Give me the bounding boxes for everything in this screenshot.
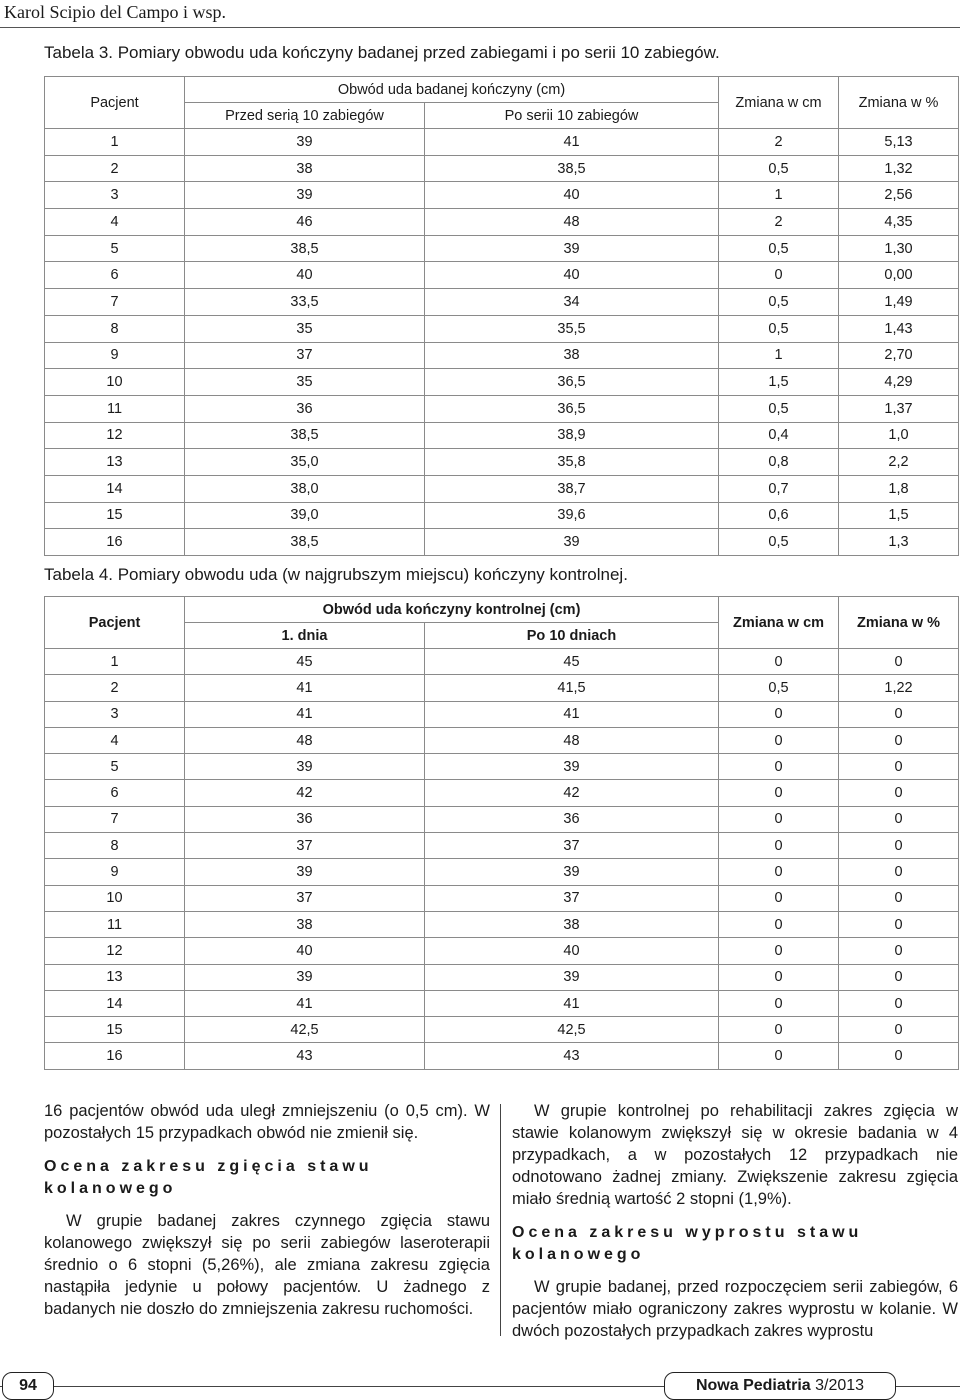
table-cell: 39 [185, 964, 425, 990]
table-cell: 14 [45, 475, 185, 502]
table-cell: 37 [185, 342, 425, 369]
table-row [45, 701, 959, 727]
table-cell: 0 [719, 727, 839, 753]
table-cell: 48 [425, 209, 719, 236]
table-cell: 1,3 [839, 529, 959, 556]
table4-header-patient: Pacjent [45, 597, 185, 649]
table-cell: 4 [45, 727, 185, 753]
table-row [45, 315, 959, 342]
table-cell: 0 [719, 964, 839, 990]
column-divider [500, 1104, 501, 1336]
table4-header-after: Po 10 dniach [425, 623, 719, 649]
table-row [45, 754, 959, 780]
table3-header-change-cm: Zmiana w cm [719, 77, 839, 129]
table-cell: 1,30 [839, 235, 959, 262]
table-cell: 42,5 [425, 1017, 719, 1043]
journal-badge [664, 1372, 896, 1400]
table-cell: 2 [719, 209, 839, 236]
table-cell: 3 [45, 182, 185, 209]
table-cell: 2,2 [839, 449, 959, 476]
table-cell: 0 [719, 1043, 839, 1069]
table-cell: 38 [185, 155, 425, 182]
table-cell: 1,22 [839, 675, 959, 701]
table-cell: 41 [425, 129, 719, 156]
table-cell: 38,7 [425, 475, 719, 502]
table-cell: 33,5 [185, 289, 425, 316]
page-number: 94 [2, 1372, 54, 1400]
table-cell: 7 [45, 289, 185, 316]
table-row [45, 449, 959, 476]
table-cell: 0 [839, 885, 959, 911]
table-row [45, 422, 959, 449]
table-row [45, 806, 959, 832]
table-cell: 3 [45, 701, 185, 727]
table-cell: 4 [45, 209, 185, 236]
table-row [45, 155, 959, 182]
table-cell: 0 [719, 262, 839, 289]
table-cell: 39 [185, 182, 425, 209]
table-row [45, 938, 959, 964]
table-cell: 36,5 [425, 369, 719, 396]
table-cell: 35,8 [425, 449, 719, 476]
table-cell: 0 [839, 833, 959, 859]
table-cell: 0 [839, 990, 959, 1016]
table-cell: 41 [425, 990, 719, 1016]
table-cell: 2,70 [839, 342, 959, 369]
table-cell: 1,0 [839, 422, 959, 449]
table-cell: 39,6 [425, 502, 719, 529]
table-cell: 0 [839, 964, 959, 990]
table-cell: 0 [719, 806, 839, 832]
table-cell: 1,49 [839, 289, 959, 316]
table-cell: 12 [45, 422, 185, 449]
table-cell: 34 [425, 289, 719, 316]
table-cell: 5,13 [839, 129, 959, 156]
table-cell: 38,5 [425, 155, 719, 182]
table-cell: 2 [719, 129, 839, 156]
table-cell: 35,0 [185, 449, 425, 476]
table-cell: 1,5 [839, 502, 959, 529]
table-cell: 13 [45, 964, 185, 990]
table-cell: 37 [185, 833, 425, 859]
table-row [45, 675, 959, 701]
table-cell: 39 [425, 964, 719, 990]
table-cell: 0 [719, 990, 839, 1016]
table-cell: 1 [719, 182, 839, 209]
table-row [45, 990, 959, 1016]
table-row [45, 369, 959, 396]
table-row [45, 727, 959, 753]
table-cell: 0,5 [719, 315, 839, 342]
table-cell: 39 [425, 235, 719, 262]
table3-header-patient: Pacjent [45, 77, 185, 129]
table-cell: 42,5 [185, 1017, 425, 1043]
table-cell: 36 [185, 806, 425, 832]
paragraph: W grupie badanej, przed rozpoczęciem serii zabiegów, 6 pacjentów miało ograniczony zakres wyprostu w kolanie. W dwóch pozostałych przypadkach zakres wyprostu [512, 1278, 958, 1340]
table-cell: 45 [185, 649, 425, 675]
table-cell: 38 [425, 911, 719, 937]
table-cell: 35 [185, 369, 425, 396]
table-cell: 0 [719, 833, 839, 859]
table-row [45, 289, 959, 316]
table-row [45, 964, 959, 990]
table-cell: 2 [45, 675, 185, 701]
table3-header-group: Obwód uda badanej kończyny (cm) [185, 77, 719, 103]
table-cell: 35 [185, 315, 425, 342]
table-cell: 0 [839, 1043, 959, 1069]
table-cell: 11 [45, 911, 185, 937]
table-cell: 13 [45, 449, 185, 476]
table-cell: 0 [839, 1017, 959, 1043]
table-cell: 43 [185, 1043, 425, 1069]
running-head: Karol Scipio del Campo i wsp. [4, 2, 226, 22]
table-cell: 39 [425, 859, 719, 885]
table-cell: 48 [185, 727, 425, 753]
table-cell: 46 [185, 209, 425, 236]
table-cell: 4,35 [839, 209, 959, 236]
table-row [45, 780, 959, 806]
table-row [45, 833, 959, 859]
table4-caption: Tabela 4. Pomiary obwodu uda (w najgrubszym miejscu) kończyny kontrolnej. [44, 565, 628, 584]
table4-header-group: Obwód uda kończyny kontrolnej (cm) [185, 597, 719, 623]
table-cell: 2 [45, 155, 185, 182]
table-cell: 0,8 [719, 449, 839, 476]
table-cell: 40 [185, 938, 425, 964]
table-cell: 4,29 [839, 369, 959, 396]
table-cell: 0 [719, 780, 839, 806]
table-cell: 0,5 [719, 155, 839, 182]
table-row [45, 395, 959, 422]
table-cell: 0 [839, 806, 959, 832]
table-cell: 37 [425, 885, 719, 911]
table-cell: 41,5 [425, 675, 719, 701]
table-row [45, 182, 959, 209]
table-cell: 0 [839, 859, 959, 885]
table-cell: 0 [839, 649, 959, 675]
table-cell: 43 [425, 1043, 719, 1069]
table-cell: 41 [185, 675, 425, 701]
table-cell: 0 [719, 754, 839, 780]
table-cell: 0 [719, 911, 839, 937]
table-cell: 14 [45, 990, 185, 1016]
table-cell: 36 [185, 395, 425, 422]
table-row [45, 209, 959, 236]
table-cell: 0,5 [719, 529, 839, 556]
table3 [44, 76, 959, 556]
table-cell: 38 [425, 342, 719, 369]
table4-header-change-pct: Zmiana w % [839, 597, 959, 649]
table-row [45, 235, 959, 262]
table-row [45, 529, 959, 556]
table-cell: 45 [425, 649, 719, 675]
table-cell: 15 [45, 1017, 185, 1043]
table-cell: 8 [45, 833, 185, 859]
section-heading: Ocena zakresu zgięcia stawu kolanowego [44, 1158, 373, 1197]
table-cell: 5 [45, 235, 185, 262]
table-cell: 42 [425, 780, 719, 806]
table-cell: 1,8 [839, 475, 959, 502]
table-cell: 38,5 [185, 235, 425, 262]
table-row [45, 911, 959, 937]
table-cell: 0 [839, 938, 959, 964]
table-cell: 0,5 [719, 675, 839, 701]
table-cell: 8 [45, 315, 185, 342]
table-cell: 0 [839, 780, 959, 806]
table-cell: 7 [45, 806, 185, 832]
table-row [45, 1043, 959, 1069]
table-cell: 0,5 [719, 235, 839, 262]
table-cell: 1,5 [719, 369, 839, 396]
table-cell: 37 [425, 833, 719, 859]
table-cell: 6 [45, 262, 185, 289]
table-cell: 39 [185, 859, 425, 885]
table-cell: 38,0 [185, 475, 425, 502]
table-cell: 11 [45, 395, 185, 422]
table-cell: 1,43 [839, 315, 959, 342]
table-cell: 0 [839, 754, 959, 780]
table4-header-first-day: 1. dnia [185, 623, 425, 649]
table-cell: 9 [45, 342, 185, 369]
table-row [45, 262, 959, 289]
table3-header-change-pct: Zmiana w % [839, 77, 959, 129]
table-cell: 15 [45, 502, 185, 529]
table-cell: 2,56 [839, 182, 959, 209]
paragraph: W grupie kontrolnej po rehabilitacji zakres zgięcia w stawie kolanowym zwiększył się w okresie badania w 4 przypadkach, a w pozostałych 12 przypadkach nie odnotowano żadnej zmiany. Zwiększenie zakresu zgięcia miało średnią wartość 2 stopni (1,9%). [512, 1102, 958, 1208]
table-cell: 0 [719, 859, 839, 885]
text-column-right [512, 1100, 958, 1342]
table-cell: 16 [45, 529, 185, 556]
paragraph: 16 pacjentów obwód uda uległ zmniejszeniu (o 0,5 cm). W pozostałych 15 przypadkach obwód nie zmienił się. [44, 1102, 490, 1142]
table-cell: 0,00 [839, 262, 959, 289]
table-cell: 36,5 [425, 395, 719, 422]
table-cell: 1 [45, 129, 185, 156]
table-cell: 38,5 [185, 529, 425, 556]
journal-issue: 3/2013 [815, 1377, 865, 1394]
table-cell: 6 [45, 780, 185, 806]
table-cell: 10 [45, 885, 185, 911]
table3-header-before: Przed serią 10 zabiegów [185, 103, 425, 129]
table-cell: 1,37 [839, 395, 959, 422]
table-cell: 0 [839, 727, 959, 753]
table-cell: 40 [425, 938, 719, 964]
table-cell: 39 [425, 754, 719, 780]
table-cell: 35,5 [425, 315, 719, 342]
header-rule [0, 27, 960, 28]
table3-body [45, 129, 959, 556]
journal-name: Nowa Pediatria [695, 1377, 811, 1394]
table-cell: 38,9 [425, 422, 719, 449]
table-cell: 39 [425, 529, 719, 556]
table-cell: 0,7 [719, 475, 839, 502]
table-cell: 9 [45, 859, 185, 885]
table-cell: 0,5 [719, 289, 839, 316]
table-cell: 38 [185, 911, 425, 937]
table-cell: 0 [719, 885, 839, 911]
table-cell: 38,5 [185, 422, 425, 449]
table-row [45, 129, 959, 156]
text-column-left [44, 1100, 490, 1320]
table-cell: 1 [719, 342, 839, 369]
table-cell: 1 [45, 649, 185, 675]
table-cell: 0 [839, 911, 959, 937]
table-cell: 10 [45, 369, 185, 396]
table-cell: 40 [185, 262, 425, 289]
table-cell: 0 [719, 938, 839, 964]
table-row [45, 859, 959, 885]
table-cell: 12 [45, 938, 185, 964]
table3-caption: Tabela 3. Pomiary obwodu uda kończyny badanej przed zabiegami i po serii 10 zabiegów. [44, 43, 720, 62]
table-cell: 36 [425, 806, 719, 832]
table-row [45, 502, 959, 529]
table-cell: 39 [185, 129, 425, 156]
section-heading: Ocena zakresu wyprostu stawu kolanowego [512, 1224, 863, 1263]
table-row [45, 475, 959, 502]
table4-body [45, 649, 959, 1070]
table-cell: 5 [45, 754, 185, 780]
table-row [45, 885, 959, 911]
table3-header-after: Po serii 10 zabiegów [425, 103, 719, 129]
table-cell: 41 [185, 990, 425, 1016]
table-cell: 16 [45, 1043, 185, 1069]
table-cell: 48 [425, 727, 719, 753]
table-cell: 42 [185, 780, 425, 806]
table-cell: 0 [719, 1017, 839, 1043]
table-cell: 0,4 [719, 422, 839, 449]
table-cell: 40 [425, 182, 719, 209]
table-cell: 41 [425, 701, 719, 727]
table-cell: 39 [185, 754, 425, 780]
table4 [44, 596, 959, 1070]
table-cell: 0 [719, 649, 839, 675]
table-row [45, 342, 959, 369]
table-cell: 0 [719, 701, 839, 727]
table-cell: 0 [839, 701, 959, 727]
table-cell: 0,6 [719, 502, 839, 529]
table-row [45, 649, 959, 675]
table4-header-change-cm: Zmiana w cm [719, 597, 839, 649]
table-cell: 0,5 [719, 395, 839, 422]
paragraph: W grupie badanej zakres czynnego zgięcia stawu kolanowego zwiększył się po serii zabiegów laseroterapii średnio o 6 stopni (5,26%), ale zmiana zakresu zgięcia nastąpiła jedynie u połowy pacjentów. U żadnego z badanych nie doszło do zmniejszenia zakresu ruchomości. [44, 1212, 490, 1318]
table-cell: 41 [185, 701, 425, 727]
table-cell: 39,0 [185, 502, 425, 529]
table-cell: 37 [185, 885, 425, 911]
table-cell: 40 [425, 262, 719, 289]
table-row [45, 1017, 959, 1043]
table-cell: 1,32 [839, 155, 959, 182]
